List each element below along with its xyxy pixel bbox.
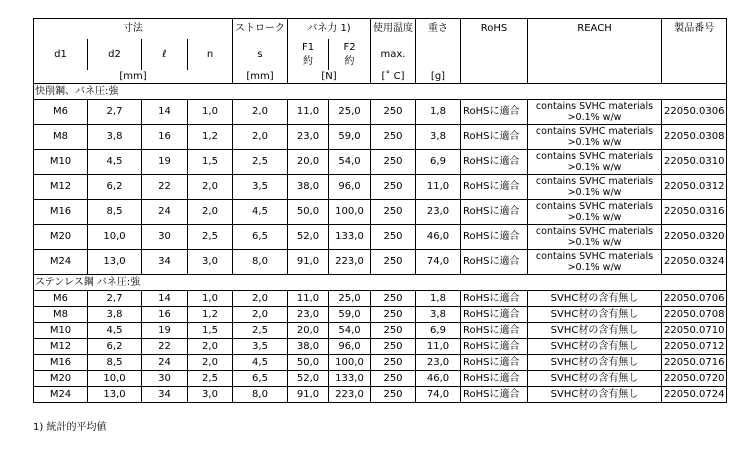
- footnote: 1) 統計的平均値: [33, 422, 107, 433]
- cell-part-number: 22050.0310: [662, 150, 727, 175]
- cell-l: 22: [142, 339, 188, 355]
- cell-rohs: RoHSに適合: [461, 125, 528, 150]
- reach-line-1: contains SVHC materials: [535, 126, 654, 137]
- cell-f1: 20,0: [288, 323, 329, 339]
- cell-d2: 10,0: [88, 225, 142, 250]
- cell-s: 2,0: [233, 100, 288, 125]
- cell-n: 3,0: [188, 387, 233, 403]
- cell-n: 2,0: [188, 175, 233, 200]
- cell-d1: M8: [34, 125, 88, 150]
- cell-reach: SVHC材の含有無し: [528, 355, 662, 371]
- reach-line-2: >0.1% w/w: [567, 137, 622, 148]
- cell-reach: SVHC材の含有無し: [528, 387, 662, 403]
- cell-l: 14: [142, 291, 188, 307]
- header-rohs-blank: [461, 39, 528, 70]
- table-row: [34, 100, 727, 125]
- cell-l: 24: [142, 200, 188, 225]
- cell-d1: M8: [34, 307, 88, 323]
- cell-d1: M16: [34, 355, 88, 371]
- cell-n: 1,2: [188, 307, 233, 323]
- table-row: [34, 307, 727, 323]
- header-row-1: [34, 19, 727, 40]
- cell-f2: 133,0: [329, 371, 371, 387]
- cell-f1: 23,0: [288, 125, 329, 150]
- cell-t: 250: [371, 125, 416, 150]
- cell-g: 11,0: [416, 339, 461, 355]
- cell-g: 6,9: [416, 150, 461, 175]
- cell-d2: 6,2: [88, 175, 142, 200]
- cell-s: 2,5: [233, 323, 288, 339]
- cell-f2: 54,0: [329, 323, 371, 339]
- cell-rohs: RoHSに適合: [461, 225, 528, 250]
- cell-s: 2,0: [233, 125, 288, 150]
- cell-reach: SVHC材の含有無し: [528, 291, 662, 307]
- cell-f2: 133,0: [329, 225, 371, 250]
- unit-mm-stroke: [mm]: [233, 70, 288, 84]
- cell-d2: 2,7: [88, 100, 142, 125]
- cell-g: 1,8: [416, 100, 461, 125]
- cell-d2: 2,7: [88, 291, 142, 307]
- cell-reach: [528, 200, 662, 225]
- cell-f1: 50,0: [288, 200, 329, 225]
- cell-d2: 13,0: [88, 250, 142, 275]
- cell-s: 6,5: [233, 225, 288, 250]
- cell-rohs: RoHSに適合: [461, 150, 528, 175]
- cell-d2: 6,2: [88, 339, 142, 355]
- section-title: ステンレス鋼 バネ圧:強: [34, 275, 727, 291]
- cell-part-number: 22050.0710: [662, 323, 727, 339]
- cell-f2: 100,0: [329, 200, 371, 225]
- table-row: [34, 339, 727, 355]
- cell-t: 250: [371, 250, 416, 275]
- cell-s: 4,5: [233, 200, 288, 225]
- cell-s: 8,0: [233, 250, 288, 275]
- cell-d2: 8,5: [88, 200, 142, 225]
- cell-reach: [528, 100, 662, 125]
- header-spring: バネ力 1): [288, 19, 371, 40]
- cell-g: 46,0: [416, 225, 461, 250]
- cell-l: 16: [142, 307, 188, 323]
- cell-reach: SVHC材の含有無し: [528, 339, 662, 355]
- cell-f1: 91,0: [288, 250, 329, 275]
- header-s: s: [233, 39, 288, 70]
- cell-part-number: 22050.0306: [662, 100, 727, 125]
- cell-rohs: RoHSに適合: [461, 175, 528, 200]
- cell-reach: SVHC材の含有無し: [528, 371, 662, 387]
- table-row: [34, 150, 727, 175]
- cell-s: 3,5: [233, 175, 288, 200]
- unit-pn-blank: [662, 70, 727, 84]
- cell-d1: M20: [34, 225, 88, 250]
- cell-f1: 23,0: [288, 307, 329, 323]
- cell-part-number: 22050.0708: [662, 307, 727, 323]
- header-pn-blank: [662, 39, 727, 70]
- unit-mm: [mm]: [34, 70, 233, 84]
- cell-f2: 96,0: [329, 175, 371, 200]
- cell-part-number: 22050.0312: [662, 175, 727, 200]
- cell-t: 250: [371, 150, 416, 175]
- table-row: [34, 250, 727, 275]
- cell-t: 250: [371, 200, 416, 225]
- reach-line-1: contains SVHC materials: [535, 201, 654, 212]
- cell-d1: M20: [34, 371, 88, 387]
- reach-line-1: contains SVHC materials: [535, 101, 654, 112]
- cell-t: 250: [371, 307, 416, 323]
- cell-f2: 25,0: [329, 291, 371, 307]
- header-row-2: [34, 39, 727, 70]
- reach-line-1: contains SVHC materials: [535, 251, 654, 262]
- cell-l: 34: [142, 387, 188, 403]
- cell-d1: M10: [34, 150, 88, 175]
- cell-n: 1,5: [188, 150, 233, 175]
- cell-d2: 13,0: [88, 387, 142, 403]
- cell-n: 2,0: [188, 355, 233, 371]
- table-row: [34, 355, 727, 371]
- header-reach-blank: [528, 39, 662, 70]
- reach-line-2: >0.1% w/w: [567, 187, 622, 198]
- cell-s: 6,5: [233, 371, 288, 387]
- cell-d2: 8,5: [88, 355, 142, 371]
- cell-part-number: 22050.0320: [662, 225, 727, 250]
- table-row: [34, 200, 727, 225]
- cell-f2: 59,0: [329, 307, 371, 323]
- section-header-row: [34, 84, 727, 100]
- cell-f2: 59,0: [329, 125, 371, 150]
- cell-l: 30: [142, 371, 188, 387]
- cell-d1: M24: [34, 250, 88, 275]
- header-d2: d2: [88, 39, 142, 70]
- cell-t: 250: [371, 291, 416, 307]
- cell-g: 6,9: [416, 323, 461, 339]
- header-g-blank: [416, 39, 461, 70]
- reach-line-1: contains SVHC materials: [535, 226, 654, 237]
- cell-rohs: RoHSに適合: [461, 291, 528, 307]
- cell-rohs: RoHSに適合: [461, 307, 528, 323]
- reach-line-1: contains SVHC materials: [535, 176, 654, 187]
- cell-t: 250: [371, 371, 416, 387]
- cell-n: 1,5: [188, 323, 233, 339]
- cell-d2: 3,8: [88, 307, 142, 323]
- cell-f1: 50,0: [288, 355, 329, 371]
- cell-d2: 10,0: [88, 371, 142, 387]
- cell-n: 2,0: [188, 200, 233, 225]
- table-row: [34, 387, 727, 403]
- table-row: [34, 323, 727, 339]
- cell-d1: M12: [34, 339, 88, 355]
- cell-s: 3,5: [233, 339, 288, 355]
- cell-l: 30: [142, 225, 188, 250]
- header-l: ℓ: [142, 39, 188, 70]
- cell-f2: 223,0: [329, 250, 371, 275]
- cell-reach: [528, 175, 662, 200]
- section-header-row: [34, 275, 727, 291]
- header-part-number: 製品番号: [662, 19, 727, 40]
- cell-f1: 38,0: [288, 339, 329, 355]
- unit-rohs-blank: [461, 70, 528, 84]
- cell-g: 74,0: [416, 250, 461, 275]
- cell-d2: 4,5: [88, 150, 142, 175]
- header-f1: [288, 39, 329, 70]
- cell-f1: 38,0: [288, 175, 329, 200]
- cell-reach: [528, 225, 662, 250]
- cell-f1: 52,0: [288, 371, 329, 387]
- cell-t: 250: [371, 355, 416, 371]
- reach-line-1: contains SVHC materials: [535, 151, 654, 162]
- cell-d1: M24: [34, 387, 88, 403]
- cell-s: 2,5: [233, 150, 288, 175]
- header-reach: REACH: [528, 19, 662, 40]
- cell-g: 74,0: [416, 387, 461, 403]
- unit-newton: [N]: [288, 70, 371, 84]
- cell-reach: [528, 150, 662, 175]
- cell-reach: SVHC材の含有無し: [528, 323, 662, 339]
- cell-d1: M10: [34, 323, 88, 339]
- reach-line-2: >0.1% w/w: [567, 162, 622, 173]
- cell-rohs: RoHSに適合: [461, 100, 528, 125]
- cell-n: 3,0: [188, 250, 233, 275]
- cell-rohs: RoHSに適合: [461, 200, 528, 225]
- cell-n: 2,0: [188, 339, 233, 355]
- reach-line-2: >0.1% w/w: [567, 237, 622, 248]
- header-weight: 重さ: [416, 19, 461, 40]
- cell-part-number: 22050.0706: [662, 291, 727, 307]
- header-units-row: [34, 70, 727, 84]
- cell-rohs: RoHSに適合: [461, 323, 528, 339]
- reach-line-2: >0.1% w/w: [567, 212, 622, 223]
- cell-part-number: 22050.0316: [662, 200, 727, 225]
- cell-g: 23,0: [416, 355, 461, 371]
- cell-rohs: RoHSに適合: [461, 339, 528, 355]
- cell-f2: 54,0: [329, 150, 371, 175]
- cell-n: 1,0: [188, 100, 233, 125]
- table-row: [34, 291, 727, 307]
- cell-d2: 3,8: [88, 125, 142, 150]
- reach-line-2: >0.1% w/w: [567, 112, 622, 123]
- reach-line-2: >0.1% w/w: [567, 262, 622, 273]
- cell-t: 250: [371, 339, 416, 355]
- cell-l: 34: [142, 250, 188, 275]
- cell-s: 8,0: [233, 387, 288, 403]
- cell-f2: 100,0: [329, 355, 371, 371]
- cell-l: 14: [142, 100, 188, 125]
- table-row: [34, 371, 727, 387]
- cell-reach: SVHC材の含有無し: [528, 307, 662, 323]
- cell-d2: 4,5: [88, 323, 142, 339]
- cell-s: 2,0: [233, 307, 288, 323]
- cell-n: 1,0: [188, 291, 233, 307]
- cell-g: 11,0: [416, 175, 461, 200]
- cell-f1: 11,0: [288, 291, 329, 307]
- cell-g: 23,0: [416, 200, 461, 225]
- cell-part-number: 22050.0308: [662, 125, 727, 150]
- cell-t: 250: [371, 323, 416, 339]
- table-row: [34, 225, 727, 250]
- spec-table: [33, 18, 727, 403]
- unit-celsius: [˚ C]: [371, 70, 416, 84]
- cell-part-number: 22050.0712: [662, 339, 727, 355]
- cell-s: 4,5: [233, 355, 288, 371]
- cell-s: 2,0: [233, 291, 288, 307]
- cell-rohs: RoHSに適合: [461, 355, 528, 371]
- cell-part-number: 22050.0724: [662, 387, 727, 403]
- cell-t: 250: [371, 387, 416, 403]
- cell-n: 2,5: [188, 225, 233, 250]
- header-n: n: [188, 39, 233, 70]
- cell-part-number: 22050.0720: [662, 371, 727, 387]
- cell-reach: [528, 250, 662, 275]
- cell-d1: M16: [34, 200, 88, 225]
- cell-l: 22: [142, 175, 188, 200]
- cell-d1: M6: [34, 291, 88, 307]
- section-title: 快削鋼、バネ圧:強: [34, 84, 727, 100]
- cell-rohs: RoHSに適合: [461, 250, 528, 275]
- cell-t: 250: [371, 225, 416, 250]
- cell-g: 3,8: [416, 307, 461, 323]
- header-stroke: ストローク: [233, 19, 288, 40]
- cell-part-number: 22050.0324: [662, 250, 727, 275]
- header-rohs: RoHS: [461, 19, 528, 40]
- header-temp: 使用温度: [371, 19, 416, 40]
- cell-l: 16: [142, 125, 188, 150]
- header-max: max.: [371, 39, 416, 70]
- cell-part-number: 22050.0716: [662, 355, 727, 371]
- header-dims: 寸法: [34, 19, 233, 40]
- cell-rohs: RoHSに適合: [461, 371, 528, 387]
- cell-d1: M12: [34, 175, 88, 200]
- cell-f1: 52,0: [288, 225, 329, 250]
- cell-g: 1,8: [416, 291, 461, 307]
- table-row: [34, 175, 727, 200]
- cell-l: 24: [142, 355, 188, 371]
- cell-f1: 20,0: [288, 150, 329, 175]
- header-f1-approx: 約: [303, 55, 313, 67]
- cell-l: 19: [142, 323, 188, 339]
- cell-f1: 91,0: [288, 387, 329, 403]
- cell-f2: 96,0: [329, 339, 371, 355]
- cell-t: 250: [371, 175, 416, 200]
- cell-n: 1,2: [188, 125, 233, 150]
- cell-f2: 223,0: [329, 387, 371, 403]
- cell-f1: 11,0: [288, 100, 329, 125]
- unit-reach-blank: [528, 70, 662, 84]
- cell-d1: M6: [34, 100, 88, 125]
- header-f2: [329, 39, 371, 70]
- header-f1-label: F1: [301, 41, 315, 53]
- cell-rohs: RoHSに適合: [461, 387, 528, 403]
- table-row: [34, 125, 727, 150]
- cell-g: 3,8: [416, 125, 461, 150]
- cell-reach: [528, 125, 662, 150]
- cell-n: 2,5: [188, 371, 233, 387]
- cell-f2: 25,0: [329, 100, 371, 125]
- cell-g: 46,0: [416, 371, 461, 387]
- header-f2-approx: 約: [344, 55, 355, 67]
- header-f2-label: F2: [343, 41, 356, 53]
- cell-t: 250: [371, 100, 416, 125]
- header-d1: d1: [34, 39, 88, 70]
- unit-gram: [g]: [416, 70, 461, 84]
- cell-l: 19: [142, 150, 188, 175]
